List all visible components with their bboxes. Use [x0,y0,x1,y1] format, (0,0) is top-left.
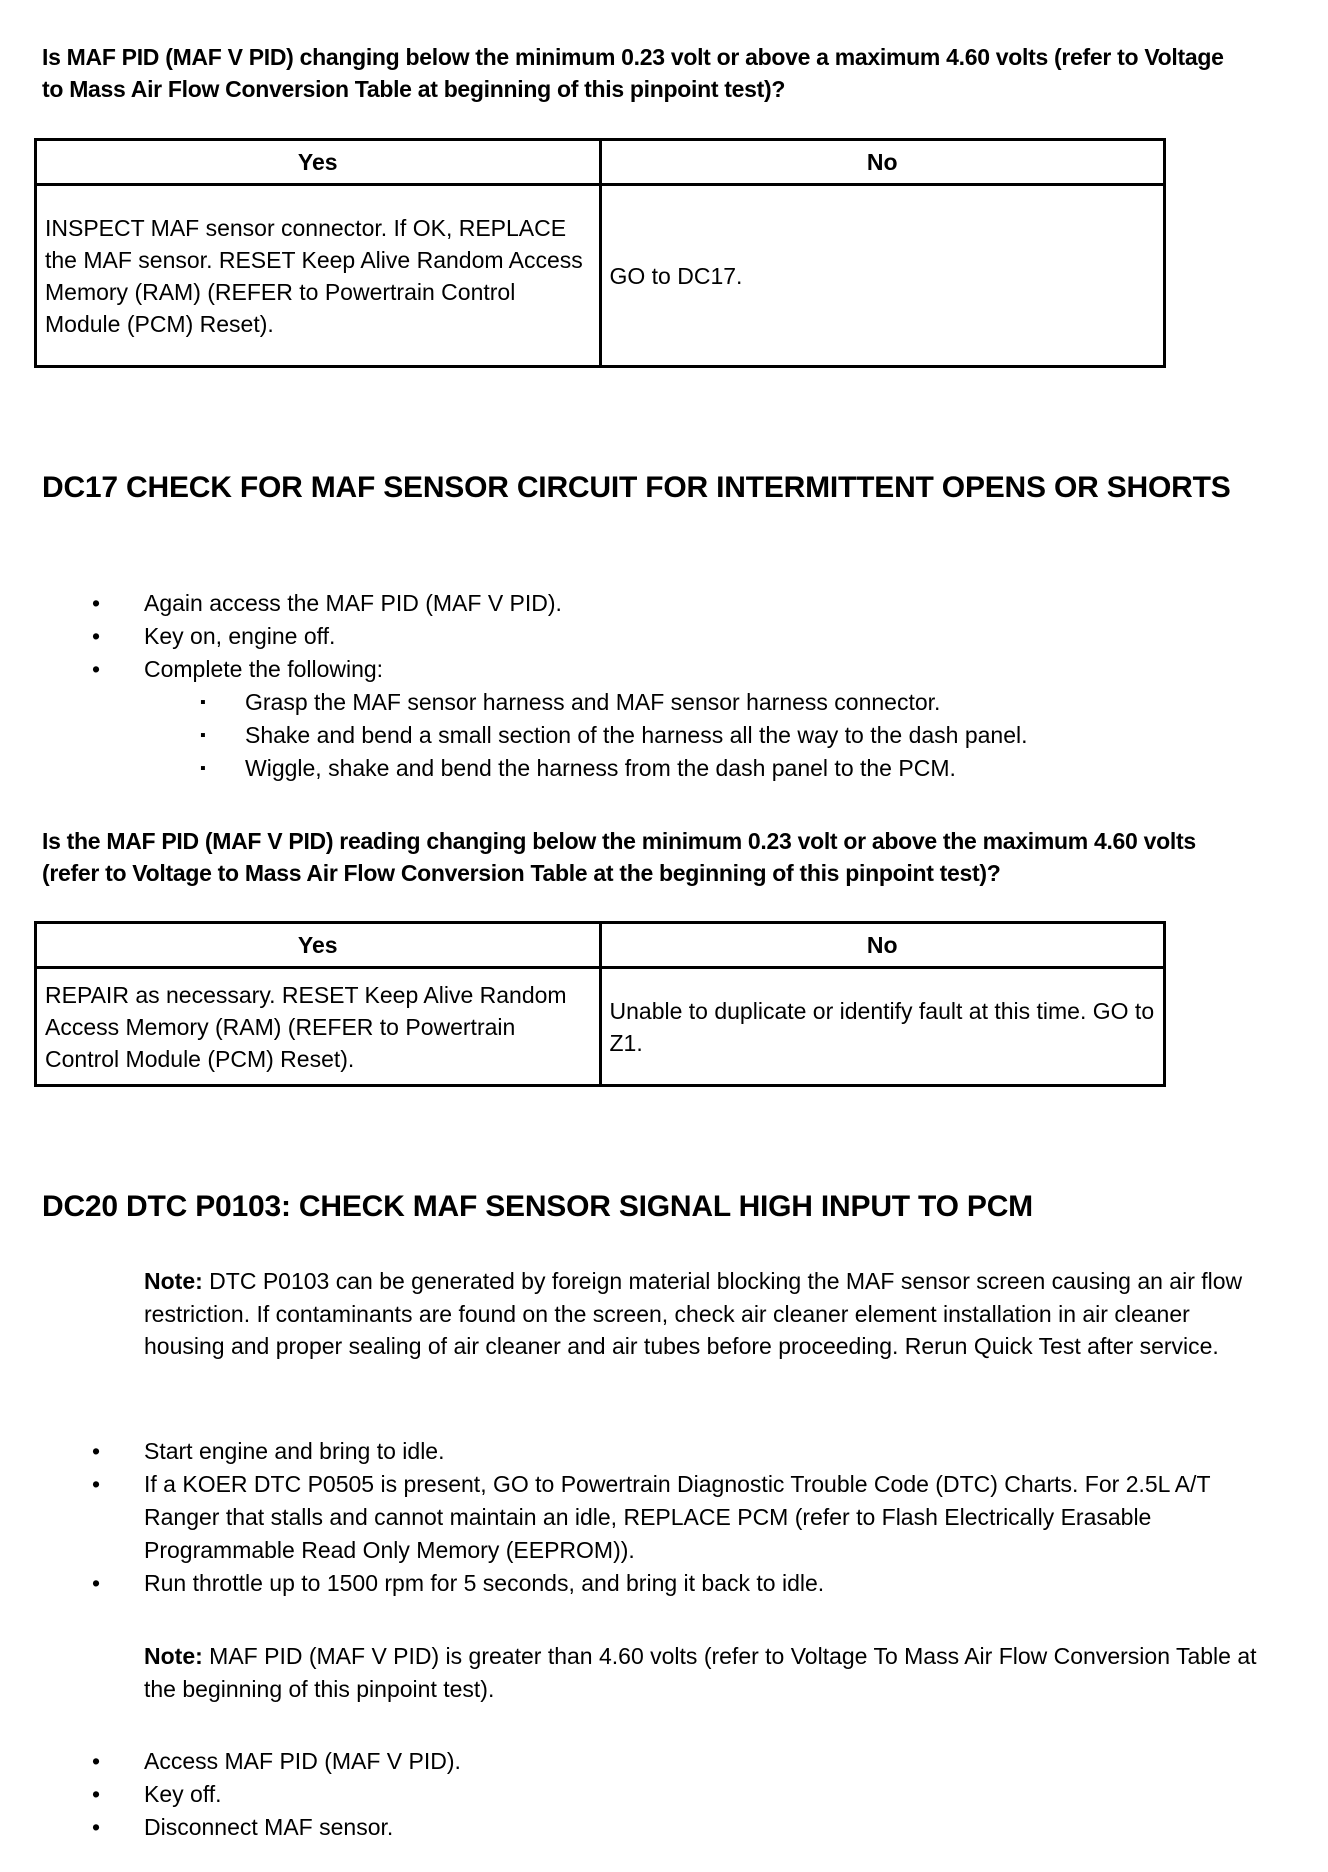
dc20-steps-1 [0,1435,1328,1600]
list-item: • Disconnect MAF sensor. [0,1811,1328,1844]
sub-list-item: ▪ Wiggle, shake and bend the harness from the dash panel to the PCM. [0,752,1328,785]
list-item: • Key off. [0,1778,1328,1811]
yes-action: INSPECT MAF sensor connector. If OK, REPLACE the MAF sensor. RESET Keep Alive Random Access Memory (RAM) (REFER to Powertrain Control Module (PCM) Reset). [36,185,601,367]
note-1 [144,1265,1264,1363]
list-item: • If a KOER DTC P0505 is present, GO to Powertrain Diagnostic Trouble Code (DTC) Charts. For 2.5L A/T Ranger that stalls and cannot maintain an idle, REPLACE PCM (refer to Flash Electrically Erasable Programmable Read Only Memory (EEPROM)). [0,1468,1328,1567]
list-item: • Access MAF PID (MAF V PID). [0,1745,1328,1778]
no-header: No [600,140,1165,185]
list-item: • Start engine and bring to idle. [0,1435,1328,1468]
question-2: Is the MAF PID (MAF V PID) reading changing below the minimum 0.23 volt or above the maximum 4.60 volts (refer to Voltage to Mass Air Flow Conversion Table at the beginning of this pinpoint test)? [42,828,1196,886]
sub-list-item: ▪ Grasp the MAF sensor harness and MAF sensor harness connector. [0,686,1328,719]
list-item: • Run throttle up to 1500 rpm for 5 seconds, and bring it back to idle. [0,1567,1328,1600]
note-label: Note: [144,1643,203,1669]
yes-no-table-1 [34,138,1166,368]
dc17-heading: DC17 CHECK FOR MAF SENSOR CIRCUIT FOR INTERMITTENT OPENS OR SHORTS [42,471,1231,504]
no-header: No [600,923,1165,968]
note-label: Note: [144,1268,203,1294]
list-item: • Complete the following: [0,653,1328,686]
sub-list-item: ▪ Shake and bend a small section of the harness all the way to the dash panel. [0,719,1328,752]
yes-action: REPAIR as necessary. RESET Keep Alive Random Access Memory (RAM) (REFER to Powertrain Control Module (PCM) Reset). [36,968,601,1086]
dc17-steps [0,587,1328,785]
no-action: Unable to duplicate or identify fault at this time. GO to Z1. [600,968,1165,1086]
note-text: DTC P0103 can be generated by foreign material blocking the MAF sensor screen causing an air flow restriction. If contaminants are found on the screen, check air cleaner element installation in air cleaner housing and proper sealing of air cleaner and air tubes before proceeding. Rerun Quick Test after service. [144,1268,1243,1359]
yes-no-table-2 [34,921,1166,1087]
list-item: • Again access the MAF PID (MAF V PID). [0,587,1328,620]
note-2 [144,1640,1264,1705]
note-text: MAF PID (MAF V PID) is greater than 4.60 volts (refer to Voltage To Mass Air Flow Conversion Table at the beginning of this pinpoint test). [144,1643,1257,1702]
dc20-heading: DC20 DTC P0103: CHECK MAF SENSOR SIGNAL HIGH INPUT TO PCM [42,1190,1033,1223]
yes-header: Yes [36,923,601,968]
list-item: • Key on, engine off. [0,620,1328,653]
yes-header: Yes [36,140,601,185]
question-1: Is MAF PID (MAF V PID) changing below the minimum 0.23 volt or above a maximum 4.60 volts (refer to Voltage to Mass Air Flow Conversion Table at beginning of this pinpoint test)? [42,44,1224,102]
dc20-steps-2 [0,1745,1328,1844]
no-action: GO to DC17. [600,185,1165,367]
